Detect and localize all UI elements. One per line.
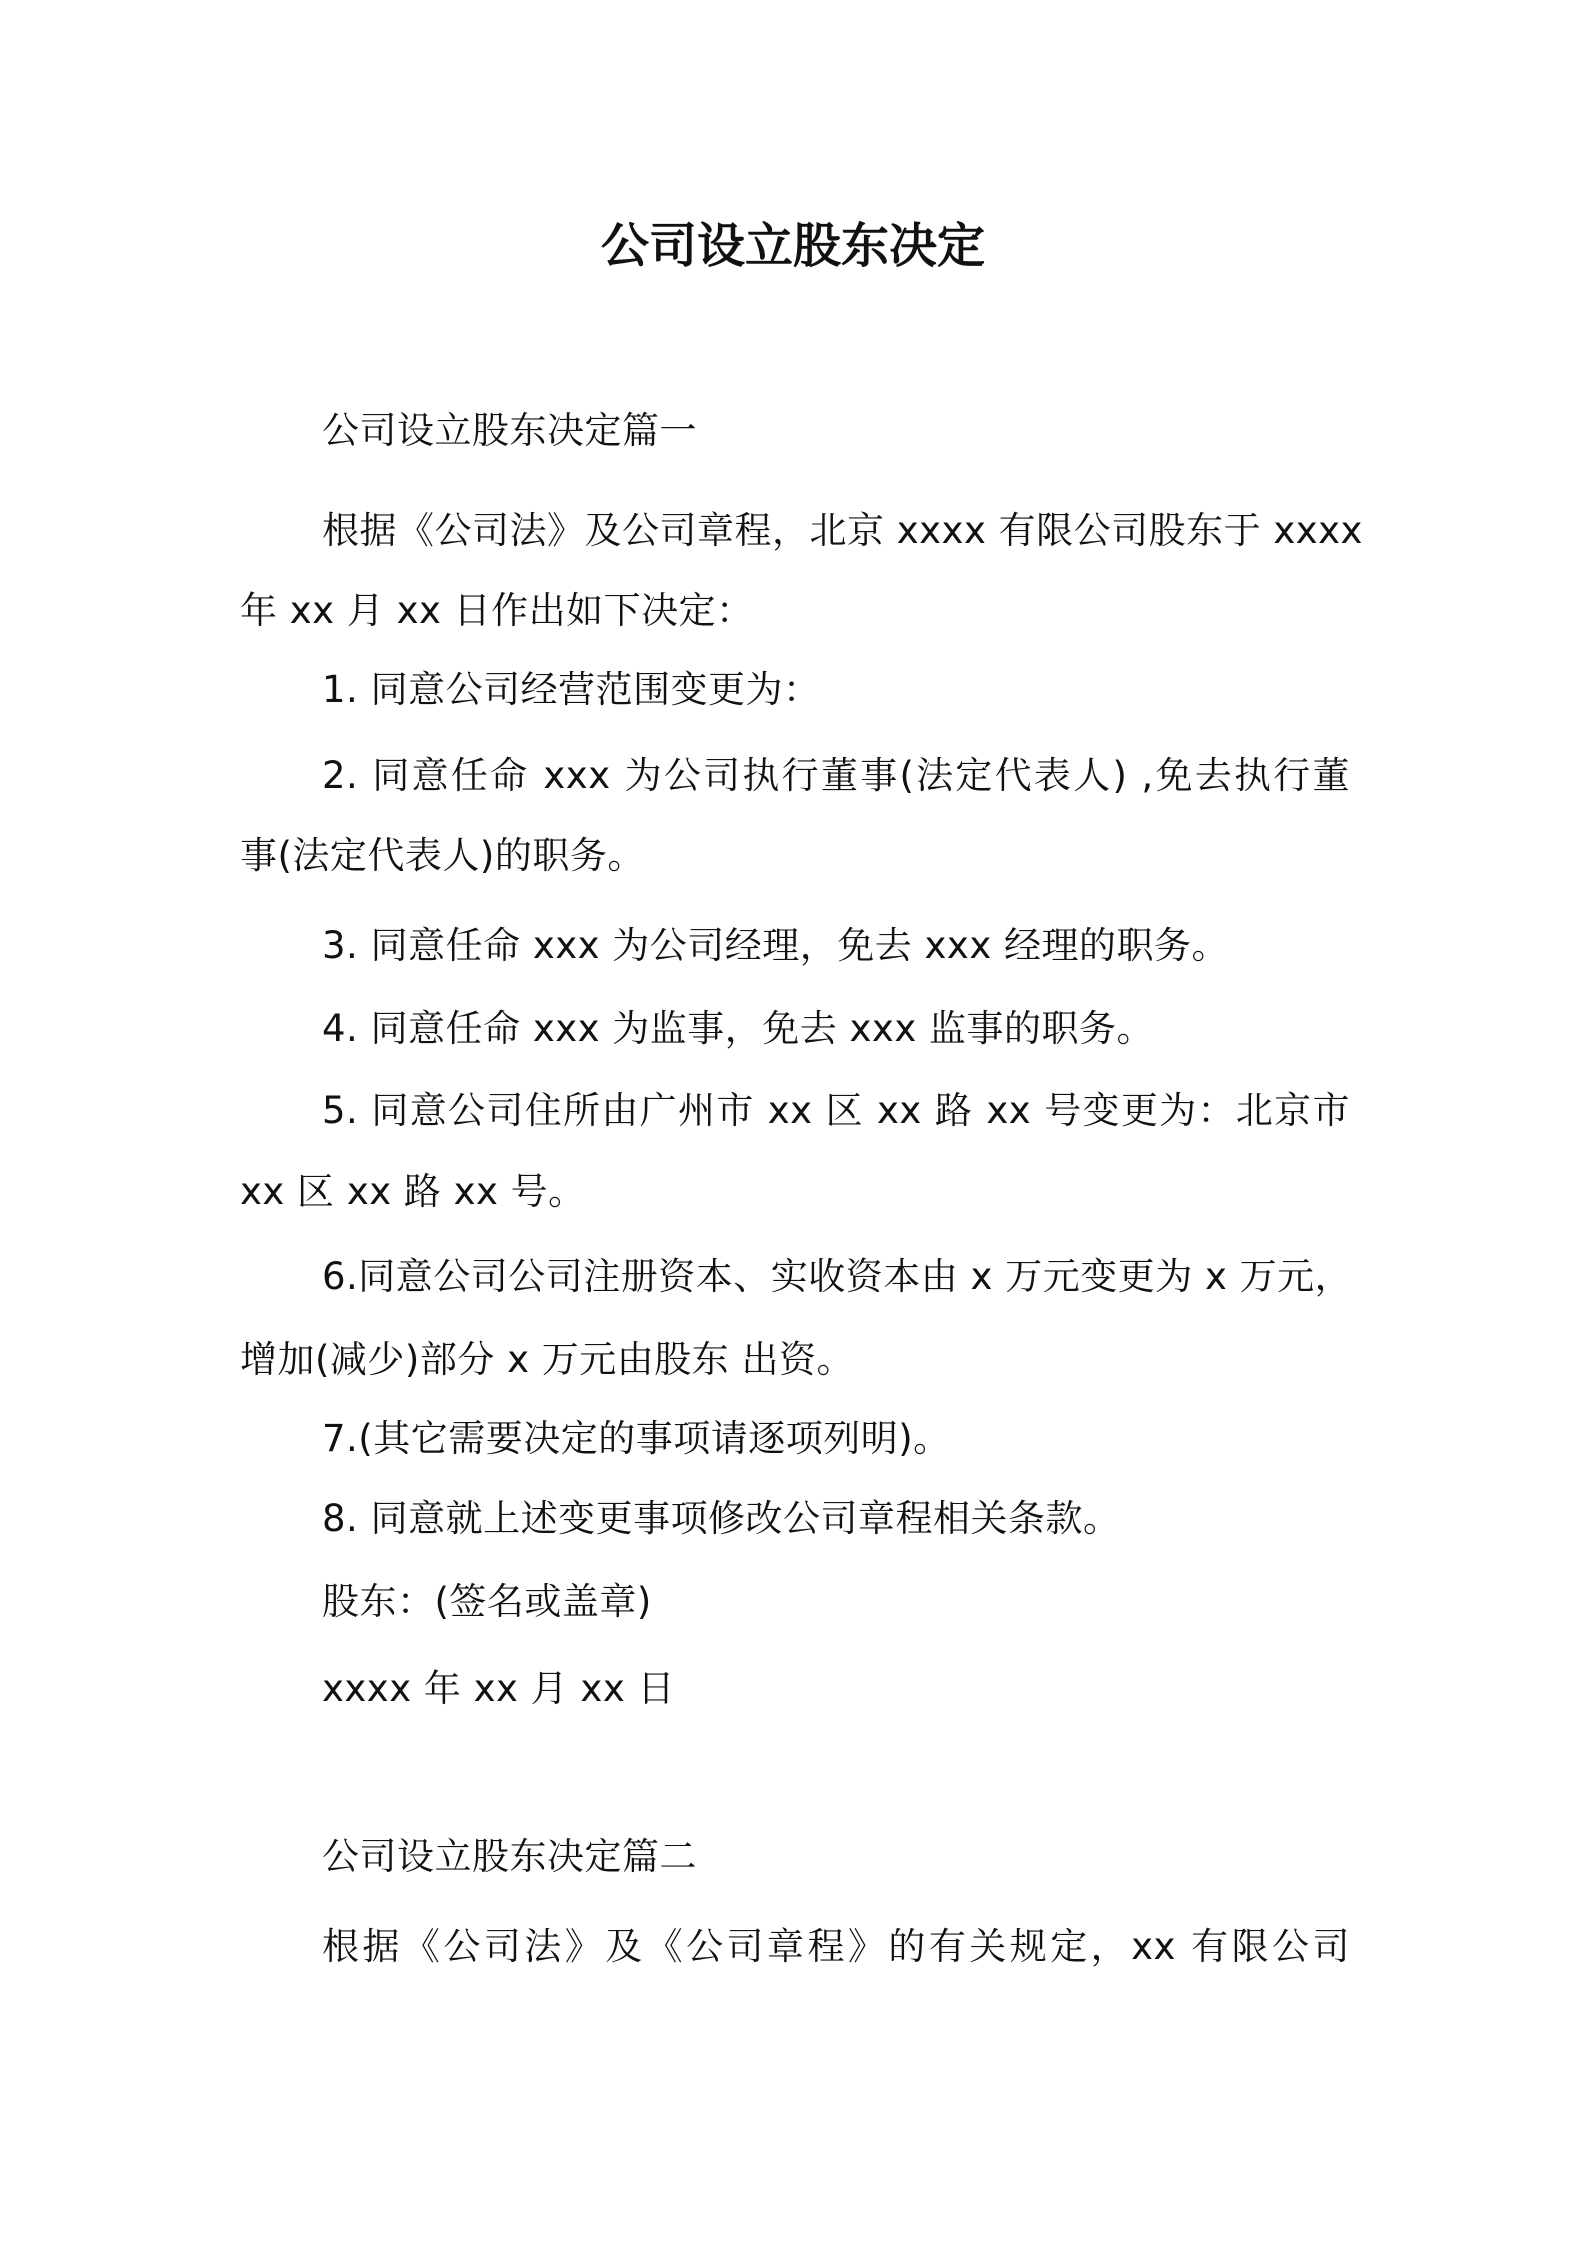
section-2-heading: 公司设立股东决定篇二: [322, 1835, 697, 1878]
signature-label: 股东：(签名或盖章): [322, 1580, 652, 1623]
section-1-heading: 公司设立股东决定篇一: [322, 409, 697, 452]
decision-item-8: 8. 同意就上述变更事项修改公司章程相关条款。: [322, 1497, 1121, 1540]
decision-item-5-line-1: 5. 同意公司住所由广州市 xx 区 xx 路 xx 号变更为：北京市: [322, 1089, 1350, 1132]
decision-item-5-line-2: xx 区 xx 路 xx 号。: [240, 1170, 586, 1213]
decision-date: xxxx 年 xx 月 xx 日: [322, 1667, 675, 1710]
decision-item-6-line-2: 增加(减少)部分 x 万元由股东 出资。: [240, 1338, 855, 1381]
section-1-intro-line-1: 根据《公司法》及公司章程，北京 xxxx 有限公司股东于 xxxx: [322, 509, 1363, 552]
decision-item-2-line-1: 2. 同意任命 xxx 为公司执行董事(法定代表人) ,免去执行董: [322, 754, 1350, 797]
decision-item-3: 3. 同意任命 xxx 为公司经理，免去 xxx 经理的职务。: [322, 924, 1229, 967]
decision-item-2-line-2: 事(法定代表人)的职务。: [240, 834, 645, 877]
section-2-intro-line-1: 根据《公司法》及《公司章程》的有关规定，xx 有限公司: [322, 1925, 1350, 1968]
document-title: 公司设立股东决定: [600, 218, 985, 274]
decision-item-4: 4. 同意任命 xxx 为监事，免去 xxx 监事的职务。: [322, 1007, 1154, 1050]
decision-item-7: 7.(其它需要决定的事项请逐项列明)。: [322, 1417, 951, 1460]
decision-item-1: 1. 同意公司经营范围变更为：: [322, 668, 821, 711]
section-1-intro-line-2: 年 xx 月 xx 日作出如下决定：: [240, 589, 754, 632]
decision-item-6-line-1: 6.同意公司公司注册资本、实收资本由 x 万元变更为 x 万元，: [322, 1255, 1353, 1298]
